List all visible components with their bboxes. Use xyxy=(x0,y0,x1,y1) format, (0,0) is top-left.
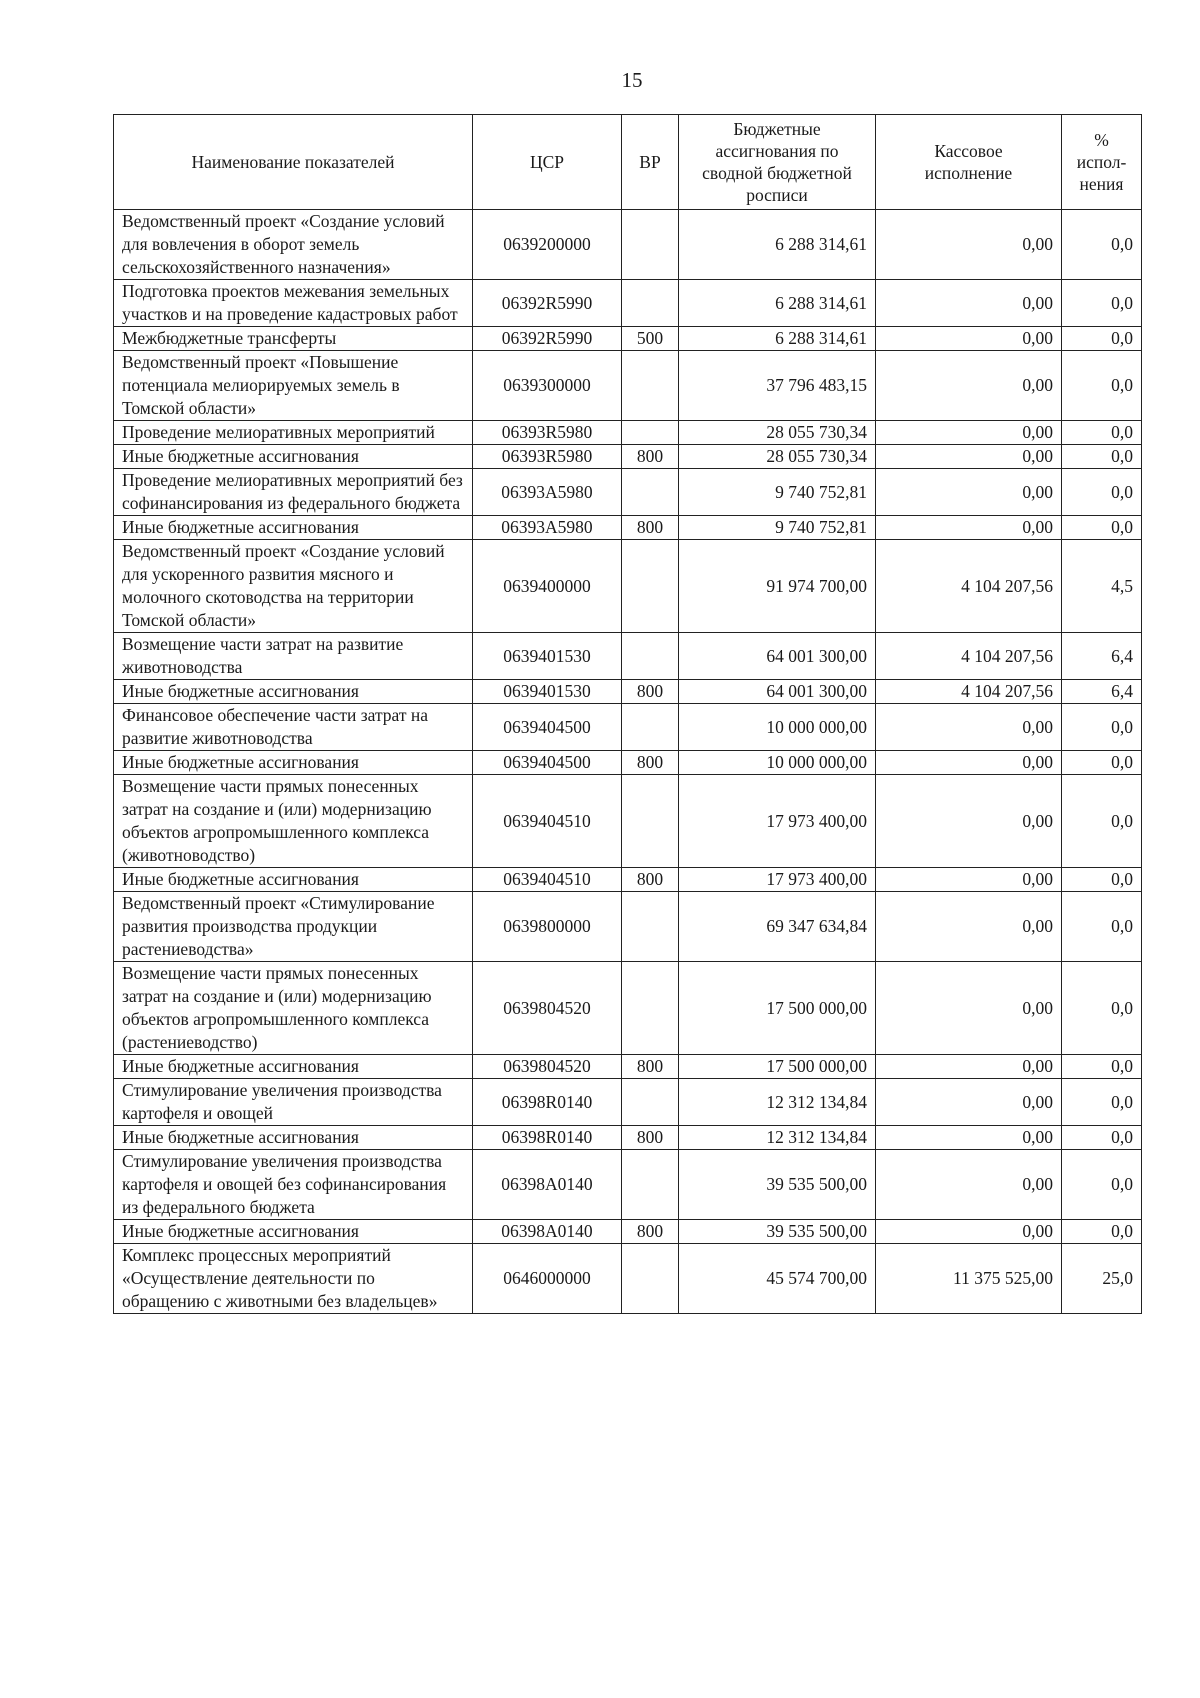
cell-name: Финансовое обеспечение части затрат на развитие животноводства xyxy=(114,704,473,751)
cell-csr: 06398A0140 xyxy=(473,1220,622,1244)
cell-pct: 0,0 xyxy=(1062,1126,1142,1150)
cell-pct: 6,4 xyxy=(1062,680,1142,704)
cell-name: Межбюджетные трансферты xyxy=(114,327,473,351)
cell-cash: 0,00 xyxy=(876,351,1062,421)
cell-cash: 0,00 xyxy=(876,751,1062,775)
cell-cash: 0,00 xyxy=(876,962,1062,1055)
table-row xyxy=(114,962,1142,1055)
cell-vr: 800 xyxy=(622,751,679,775)
cell-csr: 06392R5990 xyxy=(473,280,622,327)
cell-budget: 9 740 752,81 xyxy=(679,516,876,540)
cell-pct: 0,0 xyxy=(1062,280,1142,327)
cell-pct: 0,0 xyxy=(1062,1079,1142,1126)
cell-pct: 0,0 xyxy=(1062,1220,1142,1244)
cell-budget: 28 055 730,34 xyxy=(679,421,876,445)
cell-vr xyxy=(622,421,679,445)
cell-budget: 6 288 314,61 xyxy=(679,327,876,351)
table-row xyxy=(114,540,1142,633)
cell-budget: 12 312 134,84 xyxy=(679,1079,876,1126)
cell-csr: 06398R0140 xyxy=(473,1126,622,1150)
cell-vr xyxy=(622,351,679,421)
cell-pct: 0,0 xyxy=(1062,962,1142,1055)
cell-pct: 0,0 xyxy=(1062,751,1142,775)
table-row xyxy=(114,680,1142,704)
cell-cash: 0,00 xyxy=(876,1126,1062,1150)
cell-csr: 0639404500 xyxy=(473,751,622,775)
cell-cash: 0,00 xyxy=(876,775,1062,868)
cell-pct: 0,0 xyxy=(1062,210,1142,280)
cell-pct: 0,0 xyxy=(1062,351,1142,421)
table-row xyxy=(114,445,1142,469)
cell-name: Возмещение части прямых понесенных затрат на создание и (или) модернизацию объектов агропромышленного комплекса (растениеводство) xyxy=(114,962,473,1055)
cell-vr xyxy=(622,540,679,633)
cell-name: Возмещение части прямых понесенных затрат на создание и (или) модернизацию объектов агропромышленного комплекса (животноводство) xyxy=(114,775,473,868)
cell-vr: 800 xyxy=(622,868,679,892)
table-row xyxy=(114,633,1142,680)
cell-cash: 0,00 xyxy=(876,421,1062,445)
cell-csr: 0639401530 xyxy=(473,633,622,680)
cell-budget: 9 740 752,81 xyxy=(679,469,876,516)
header-name: Наименование показателей xyxy=(114,115,473,210)
cell-name: Возмещение части затрат на развитие животноводства xyxy=(114,633,473,680)
cell-pct: 0,0 xyxy=(1062,469,1142,516)
cell-vr: 500 xyxy=(622,327,679,351)
table-row xyxy=(114,280,1142,327)
cell-name: Подготовка проектов межевания земельных участков и на проведение кадастровых работ xyxy=(114,280,473,327)
table-row xyxy=(114,775,1142,868)
header-pct: % испол-нения xyxy=(1062,115,1142,210)
cell-name: Иные бюджетные ассигнования xyxy=(114,1220,473,1244)
cell-csr: 0639800000 xyxy=(473,892,622,962)
cell-cash: 0,00 xyxy=(876,327,1062,351)
cell-cash: 0,00 xyxy=(876,469,1062,516)
cell-budget: 37 796 483,15 xyxy=(679,351,876,421)
cell-cash: 0,00 xyxy=(876,280,1062,327)
cell-csr: 0639804520 xyxy=(473,962,622,1055)
cell-cash: 0,00 xyxy=(876,892,1062,962)
cell-name: Ведомственный проект «Стимулирование развития производства продукции растениеводства» xyxy=(114,892,473,962)
cell-csr: 06393A5980 xyxy=(473,516,622,540)
cell-name: Проведение мелиоративных мероприятий xyxy=(114,421,473,445)
cell-vr: 800 xyxy=(622,1126,679,1150)
cell-cash: 0,00 xyxy=(876,1079,1062,1126)
cell-vr xyxy=(622,775,679,868)
cell-csr: 06392R5990 xyxy=(473,327,622,351)
cell-cash: 0,00 xyxy=(876,704,1062,751)
cell-budget: 6 288 314,61 xyxy=(679,280,876,327)
cell-cash: 0,00 xyxy=(876,1220,1062,1244)
cell-csr: 06398R0140 xyxy=(473,1079,622,1126)
header-csr: ЦСР xyxy=(473,115,622,210)
page-number: 15 xyxy=(621,68,643,92)
cell-budget: 64 001 300,00 xyxy=(679,680,876,704)
cell-vr xyxy=(622,280,679,327)
cell-vr xyxy=(622,1079,679,1126)
cell-pct: 25,0 xyxy=(1062,1244,1142,1314)
cell-name: Ведомственный проект «Создание условий для вовлечения в оборот земель сельскохозяйственного назначения» xyxy=(114,210,473,280)
table-body xyxy=(114,210,1142,1314)
table-row xyxy=(114,327,1142,351)
cell-name: Иные бюджетные ассигнования xyxy=(114,516,473,540)
cell-cash: 11 375 525,00 xyxy=(876,1244,1062,1314)
cell-name: Иные бюджетные ассигнования xyxy=(114,1126,473,1150)
table-row xyxy=(114,1150,1142,1220)
cell-cash: 0,00 xyxy=(876,210,1062,280)
cell-cash: 0,00 xyxy=(876,516,1062,540)
cell-vr xyxy=(622,704,679,751)
budget-table xyxy=(113,114,1142,1314)
cell-budget: 45 574 700,00 xyxy=(679,1244,876,1314)
cell-cash: 0,00 xyxy=(876,1055,1062,1079)
cell-budget: 17 500 000,00 xyxy=(679,962,876,1055)
cell-pct: 0,0 xyxy=(1062,892,1142,962)
cell-pct: 0,0 xyxy=(1062,516,1142,540)
cell-pct: 0,0 xyxy=(1062,1150,1142,1220)
cell-vr: 800 xyxy=(622,445,679,469)
cell-budget: 12 312 134,84 xyxy=(679,1126,876,1150)
cell-budget: 17 973 400,00 xyxy=(679,868,876,892)
cell-cash: 4 104 207,56 xyxy=(876,680,1062,704)
table-row xyxy=(114,1055,1142,1079)
cell-csr: 0646000000 xyxy=(473,1244,622,1314)
cell-csr: 0639400000 xyxy=(473,540,622,633)
cell-csr: 06393R5980 xyxy=(473,445,622,469)
cell-name: Иные бюджетные ассигнования xyxy=(114,445,473,469)
table-row xyxy=(114,210,1142,280)
cell-vr xyxy=(622,633,679,680)
cell-pct: 0,0 xyxy=(1062,445,1142,469)
cell-budget: 28 055 730,34 xyxy=(679,445,876,469)
table-row xyxy=(114,516,1142,540)
cell-name: Иные бюджетные ассигнования xyxy=(114,680,473,704)
cell-name: Ведомственный проект «Создание условий для ускоренного развития мясного и молочного скотоводства на территории Томской области» xyxy=(114,540,473,633)
cell-vr xyxy=(622,469,679,516)
cell-csr: 06398A0140 xyxy=(473,1150,622,1220)
table-row xyxy=(114,751,1142,775)
cell-pct: 0,0 xyxy=(1062,421,1142,445)
cell-name: Стимулирование увеличения производства картофеля и овощей без софинансирования из федерального бюджета xyxy=(114,1150,473,1220)
table-row xyxy=(114,1220,1142,1244)
table-row xyxy=(114,1079,1142,1126)
cell-cash: 0,00 xyxy=(876,868,1062,892)
cell-budget: 10 000 000,00 xyxy=(679,704,876,751)
table-row xyxy=(114,1126,1142,1150)
cell-vr: 800 xyxy=(622,1055,679,1079)
table-row xyxy=(114,892,1142,962)
cell-pct: 0,0 xyxy=(1062,775,1142,868)
cell-budget: 10 000 000,00 xyxy=(679,751,876,775)
cell-csr: 0639300000 xyxy=(473,351,622,421)
cell-csr: 0639804520 xyxy=(473,1055,622,1079)
table-header-row xyxy=(114,115,1142,210)
header-vr: ВР xyxy=(622,115,679,210)
cell-cash: 0,00 xyxy=(876,1150,1062,1220)
cell-name: Проведение мелиоративных мероприятий без софинансирования из федерального бюджета xyxy=(114,469,473,516)
cell-vr: 800 xyxy=(622,1220,679,1244)
cell-budget: 17 500 000,00 xyxy=(679,1055,876,1079)
cell-csr: 06393R5980 xyxy=(473,421,622,445)
cell-pct: 6,4 xyxy=(1062,633,1142,680)
cell-name: Иные бюджетные ассигнования xyxy=(114,868,473,892)
table-row xyxy=(114,1244,1142,1314)
cell-vr xyxy=(622,1150,679,1220)
table-row xyxy=(114,351,1142,421)
cell-cash: 4 104 207,56 xyxy=(876,540,1062,633)
cell-budget: 39 535 500,00 xyxy=(679,1150,876,1220)
header-budget: Бюджетные ассигнования по сводной бюджетной росписи xyxy=(679,115,876,210)
cell-budget: 91 974 700,00 xyxy=(679,540,876,633)
cell-csr: 0639200000 xyxy=(473,210,622,280)
cell-name: Стимулирование увеличения производства картофеля и овощей xyxy=(114,1079,473,1126)
cell-pct: 0,0 xyxy=(1062,868,1142,892)
cell-budget: 69 347 634,84 xyxy=(679,892,876,962)
cell-budget: 17 973 400,00 xyxy=(679,775,876,868)
cell-budget: 6 288 314,61 xyxy=(679,210,876,280)
table-row xyxy=(114,469,1142,516)
table-row xyxy=(114,704,1142,751)
cell-vr xyxy=(622,1244,679,1314)
cell-vr xyxy=(622,210,679,280)
cell-vr xyxy=(622,962,679,1055)
cell-budget: 39 535 500,00 xyxy=(679,1220,876,1244)
cell-csr: 0639401530 xyxy=(473,680,622,704)
cell-vr xyxy=(622,892,679,962)
cell-budget: 64 001 300,00 xyxy=(679,633,876,680)
cell-name: Ведомственный проект «Повышение потенциала мелиорируемых земель в Томской области» xyxy=(114,351,473,421)
cell-csr: 0639404510 xyxy=(473,868,622,892)
cell-name: Комплекс процессных мероприятий «Осуществление деятельности по обращению с животными без владельцев» xyxy=(114,1244,473,1314)
header-cash: Кассовое исполнение xyxy=(876,115,1062,210)
cell-pct: 0,0 xyxy=(1062,1055,1142,1079)
cell-csr: 06393A5980 xyxy=(473,469,622,516)
cell-csr: 0639404510 xyxy=(473,775,622,868)
table-row xyxy=(114,868,1142,892)
cell-name: Иные бюджетные ассигнования xyxy=(114,1055,473,1079)
cell-cash: 4 104 207,56 xyxy=(876,633,1062,680)
cell-vr: 800 xyxy=(622,680,679,704)
table-row xyxy=(114,421,1142,445)
cell-cash: 0,00 xyxy=(876,445,1062,469)
cell-pct: 0,0 xyxy=(1062,704,1142,751)
cell-pct: 0,0 xyxy=(1062,327,1142,351)
cell-name: Иные бюджетные ассигнования xyxy=(114,751,473,775)
cell-csr: 0639404500 xyxy=(473,704,622,751)
cell-pct: 4,5 xyxy=(1062,540,1142,633)
cell-vr: 800 xyxy=(622,516,679,540)
